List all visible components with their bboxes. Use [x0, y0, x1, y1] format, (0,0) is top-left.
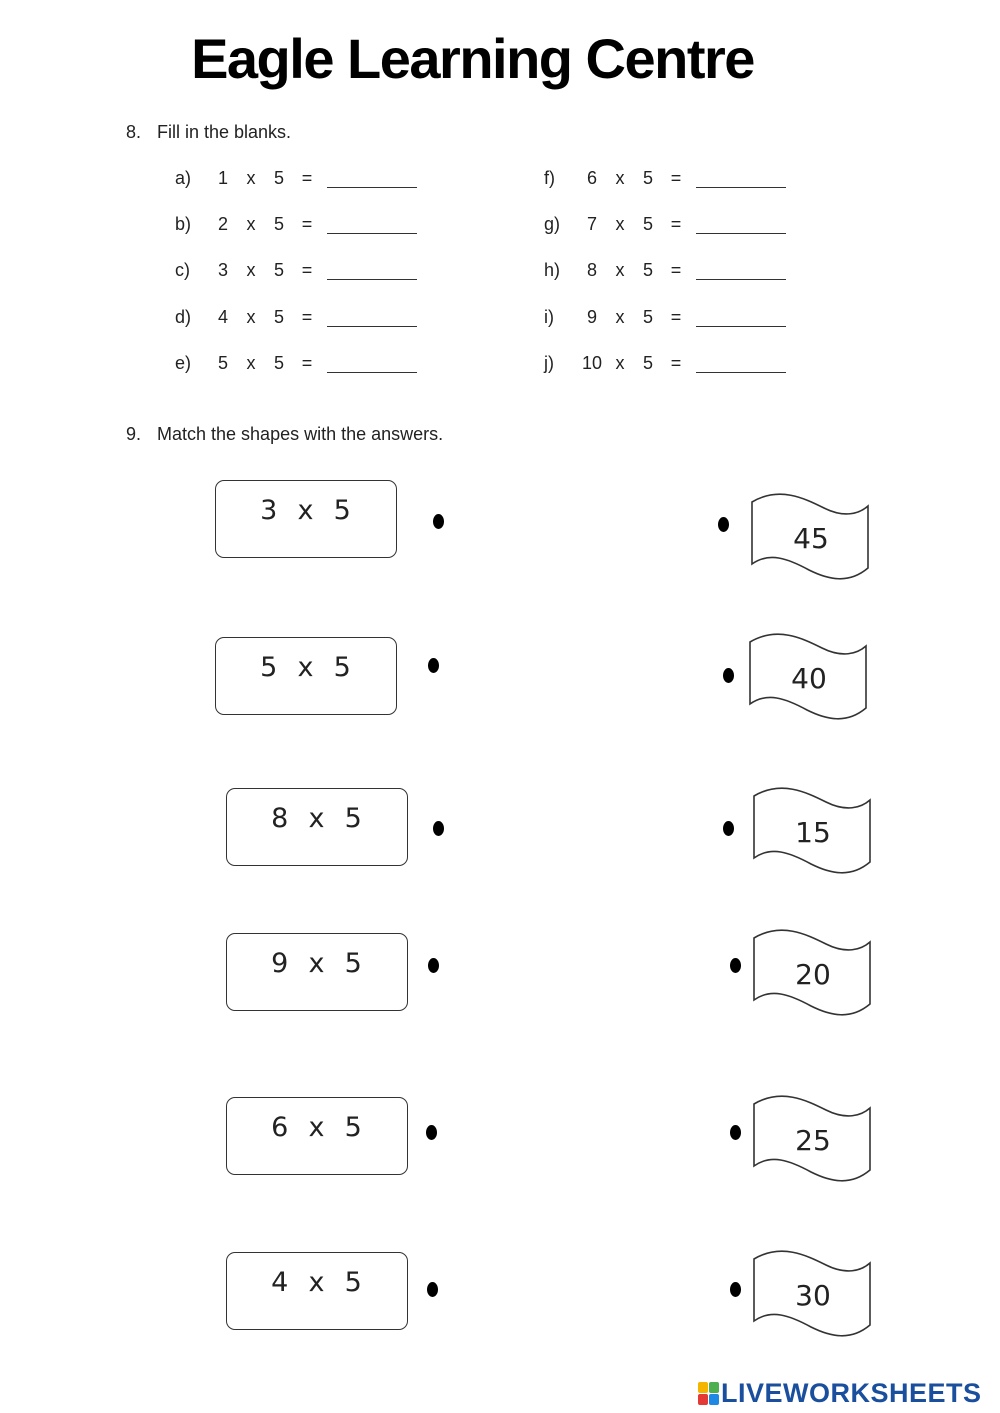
operator: x — [615, 168, 625, 188]
expression-box: 9 x 5 — [226, 933, 408, 1011]
expression-box: 6 x 5 — [226, 1097, 408, 1175]
match-point-right[interactable] — [718, 517, 729, 532]
answer-value: 25 — [795, 1124, 831, 1157]
match-point-left[interactable] — [428, 958, 439, 973]
fill-blank-item — [544, 307, 786, 328]
fill-blank-item — [544, 214, 786, 235]
equals-sign: = — [301, 307, 313, 327]
item-label: b) — [175, 214, 192, 234]
operand-b: 5 — [273, 353, 284, 373]
operand-b: 5 — [273, 168, 284, 188]
answer-flag — [751, 786, 875, 878]
fill-blank-item — [544, 260, 786, 281]
answer-value: 20 — [795, 958, 831, 991]
equals-sign: = — [670, 307, 682, 327]
operand-b: 5 — [642, 307, 653, 327]
operand-a: 1 — [217, 168, 228, 188]
page-title: Eagle Learning Centre — [191, 27, 754, 90]
operator: x — [246, 353, 256, 373]
item-label: j) — [544, 353, 554, 373]
answer-blank[interactable] — [696, 308, 786, 327]
operand-a: 2 — [217, 214, 228, 234]
match-point-left[interactable] — [433, 514, 444, 529]
operator: x — [246, 307, 256, 327]
equals-sign: = — [301, 353, 313, 373]
question-8-heading — [126, 122, 291, 143]
operand-a: 10 — [581, 353, 603, 373]
equals-sign: = — [301, 214, 313, 234]
match-point-right[interactable] — [723, 668, 734, 683]
item-label: e) — [175, 353, 192, 373]
operator: x — [615, 307, 625, 327]
question-prompt: Match the shapes with the answers. — [157, 424, 444, 444]
operator: x — [615, 214, 625, 234]
item-label: f) — [544, 168, 555, 188]
match-point-right[interactable] — [730, 1282, 741, 1297]
operand-b: 5 — [642, 260, 653, 280]
match-point-right[interactable] — [730, 958, 741, 973]
answer-blank[interactable] — [696, 261, 786, 280]
answer-blank[interactable] — [327, 261, 417, 280]
answer-blank[interactable] — [327, 215, 417, 234]
logo-text: LIVEWORKSHEETS — [721, 1377, 982, 1408]
expression-box: 5 x 5 — [215, 637, 397, 715]
operand-b: 5 — [642, 353, 653, 373]
operand-a: 7 — [586, 214, 597, 234]
answer-flag — [747, 632, 871, 724]
fill-blank-item — [175, 260, 417, 281]
expression-box: 4 x 5 — [226, 1252, 408, 1330]
equals-sign: = — [301, 168, 313, 188]
operator: x — [246, 214, 256, 234]
operator: x — [246, 260, 256, 280]
fill-blank-item — [175, 307, 417, 328]
fill-blank-item — [175, 353, 417, 374]
operator: x — [246, 168, 256, 188]
item-label: g) — [544, 214, 561, 234]
answer-value: 40 — [791, 662, 827, 695]
operand-b: 5 — [642, 214, 653, 234]
operand-b: 5 — [273, 307, 284, 327]
operator: x — [615, 353, 625, 373]
equals-sign: = — [670, 168, 682, 188]
question-9-heading — [126, 424, 443, 445]
operator: x — [615, 260, 625, 280]
logo-blocks-icon — [698, 1382, 719, 1405]
answer-blank[interactable] — [696, 215, 786, 234]
equals-sign: = — [301, 260, 313, 280]
fill-blank-item — [544, 353, 786, 374]
answer-blank[interactable] — [696, 354, 786, 373]
answer-value: 45 — [793, 522, 829, 555]
item-label: a) — [175, 168, 192, 188]
operand-b: 5 — [642, 168, 653, 188]
operand-a: 5 — [217, 353, 228, 373]
equals-sign: = — [670, 353, 682, 373]
item-label: h) — [544, 260, 561, 280]
answer-flag — [749, 492, 873, 584]
expression-box: 8 x 5 — [226, 788, 408, 866]
answer-blank[interactable] — [327, 308, 417, 327]
answer-flag — [751, 1094, 875, 1186]
expression-box: 3 x 5 — [215, 480, 397, 558]
answer-blank[interactable] — [327, 169, 417, 188]
answer-blank[interactable] — [327, 354, 417, 373]
equals-sign: = — [670, 260, 682, 280]
match-point-left[interactable] — [426, 1125, 437, 1140]
question-number: 9. — [126, 424, 142, 444]
match-point-right[interactable] — [730, 1125, 741, 1140]
operand-a: 6 — [586, 168, 597, 188]
answer-flag — [751, 1249, 875, 1341]
item-label: c) — [175, 260, 190, 280]
match-point-right[interactable] — [723, 821, 734, 836]
match-point-left[interactable] — [428, 658, 439, 673]
operand-a: 4 — [217, 307, 228, 327]
operand-b: 5 — [273, 214, 284, 234]
fill-blank-item — [175, 214, 417, 235]
fill-blank-item — [544, 168, 786, 189]
match-point-left[interactable] — [433, 821, 444, 836]
operand-a: 9 — [586, 307, 597, 327]
item-label: i) — [544, 307, 554, 327]
answer-blank[interactable] — [696, 169, 786, 188]
match-point-left[interactable] — [427, 1282, 438, 1297]
operand-a: 3 — [217, 260, 228, 280]
operand-a: 8 — [586, 260, 597, 280]
answer-value: 30 — [795, 1279, 831, 1312]
question-prompt: Fill in the blanks. — [157, 122, 292, 142]
answer-flag — [751, 928, 875, 1020]
operand-b: 5 — [273, 260, 284, 280]
answer-value: 15 — [795, 816, 831, 849]
question-number: 8. — [126, 122, 142, 142]
liveworksheets-logo — [698, 1378, 982, 1408]
item-label: d) — [175, 307, 192, 327]
fill-blank-item — [175, 168, 417, 189]
equals-sign: = — [670, 214, 682, 234]
